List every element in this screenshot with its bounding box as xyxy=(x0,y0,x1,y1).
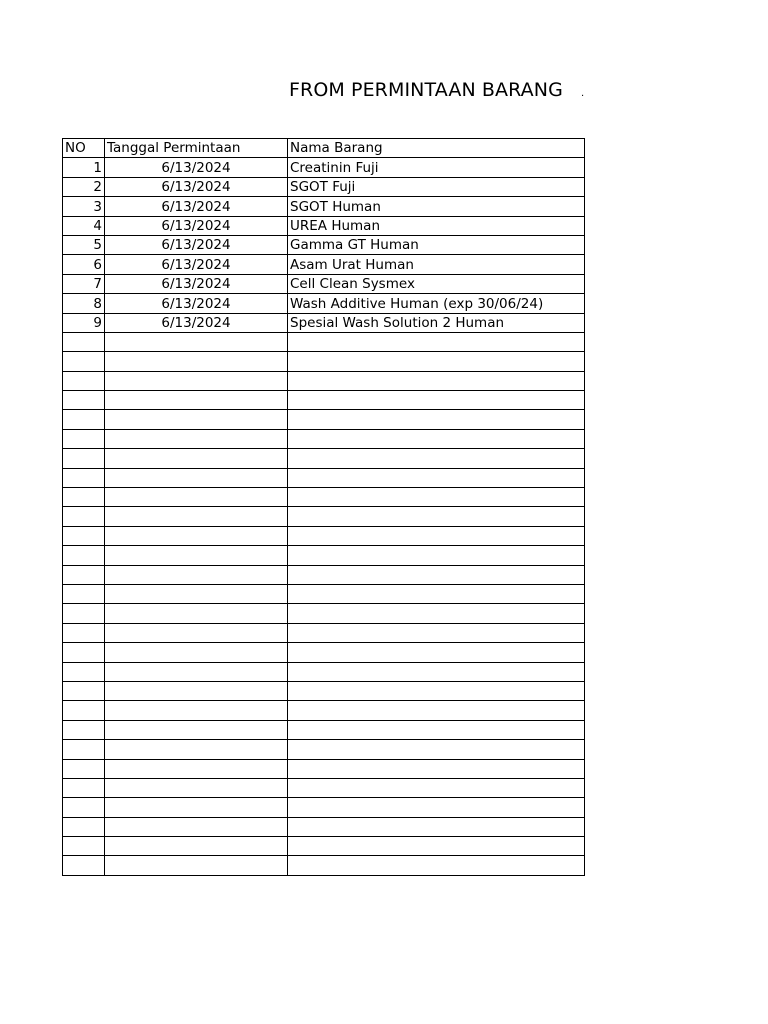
cell-tanggal-permintaan xyxy=(105,740,288,759)
cell-tanggal-permintaan: 6/13/2024 xyxy=(105,255,288,274)
cell-tanggal-permintaan: 6/13/2024 xyxy=(105,235,288,254)
cell-no: 5 xyxy=(63,235,105,254)
cell-no xyxy=(63,740,105,759)
empty-table-row xyxy=(63,759,585,778)
cell-nama-barang xyxy=(288,778,585,797)
cell-no xyxy=(63,604,105,623)
header-tanggal-permintaan: Tanggal Permintaan xyxy=(105,139,288,158)
table-row xyxy=(63,197,585,216)
cell-tanggal-permintaan xyxy=(105,817,288,836)
cell-nama-barang: Spesial Wash Solution 2 Human xyxy=(288,313,585,332)
cell-no: 2 xyxy=(63,177,105,196)
cell-tanggal-permintaan xyxy=(105,332,288,351)
empty-table-row xyxy=(63,701,585,720)
cell-nama-barang xyxy=(288,332,585,351)
cell-nama-barang xyxy=(288,681,585,700)
cell-no xyxy=(63,488,105,507)
empty-table-row xyxy=(63,623,585,642)
cell-no xyxy=(63,526,105,545)
cell-tanggal-permintaan xyxy=(105,623,288,642)
empty-table-row xyxy=(63,468,585,487)
cell-tanggal-permintaan: 6/13/2024 xyxy=(105,177,288,196)
cell-nama-barang xyxy=(288,410,585,429)
empty-table-row xyxy=(63,681,585,700)
title-mark: . xyxy=(581,88,585,99)
empty-table-row xyxy=(63,507,585,526)
cell-tanggal-permintaan xyxy=(105,410,288,429)
cell-no xyxy=(63,798,105,817)
cell-no xyxy=(63,817,105,836)
empty-table-row xyxy=(63,856,585,875)
empty-table-row xyxy=(63,391,585,410)
cell-tanggal-permintaan: 6/13/2024 xyxy=(105,294,288,313)
cell-nama-barang: Asam Urat Human xyxy=(288,255,585,274)
cell-no xyxy=(63,565,105,584)
cell-tanggal-permintaan xyxy=(105,798,288,817)
cell-nama-barang: Wash Additive Human (exp 30/06/24) xyxy=(288,294,585,313)
cell-no xyxy=(63,332,105,351)
request-table-body xyxy=(63,139,585,876)
empty-table-row xyxy=(63,449,585,468)
cell-no xyxy=(63,468,105,487)
cell-no xyxy=(63,662,105,681)
table-row xyxy=(63,313,585,332)
cell-nama-barang xyxy=(288,662,585,681)
cell-tanggal-permintaan xyxy=(105,488,288,507)
empty-table-row xyxy=(63,817,585,836)
cell-nama-barang: Gamma GT Human xyxy=(288,235,585,254)
table-row xyxy=(63,294,585,313)
empty-table-row xyxy=(63,332,585,351)
document-title: FROM PERMINTAAN BARANG xyxy=(289,79,563,101)
empty-table-row xyxy=(63,584,585,603)
cell-nama-barang: Creatinin Fuji xyxy=(288,158,585,177)
cell-tanggal-permintaan xyxy=(105,371,288,390)
cell-no xyxy=(63,352,105,371)
empty-table-row xyxy=(63,798,585,817)
cell-no xyxy=(63,584,105,603)
cell-nama-barang xyxy=(288,604,585,623)
empty-table-row xyxy=(63,662,585,681)
cell-no xyxy=(63,371,105,390)
cell-tanggal-permintaan xyxy=(105,778,288,797)
cell-tanggal-permintaan xyxy=(105,701,288,720)
cell-no xyxy=(63,856,105,875)
cell-nama-barang: UREA Human xyxy=(288,216,585,235)
cell-nama-barang xyxy=(288,584,585,603)
cell-nama-barang xyxy=(288,565,585,584)
table-row xyxy=(63,158,585,177)
cell-nama-barang xyxy=(288,720,585,739)
cell-tanggal-permintaan: 6/13/2024 xyxy=(105,274,288,293)
empty-table-row xyxy=(63,352,585,371)
cell-no xyxy=(63,429,105,448)
empty-table-row xyxy=(63,410,585,429)
cell-no xyxy=(63,391,105,410)
cell-nama-barang: Cell Clean Sysmex xyxy=(288,274,585,293)
cell-nama-barang xyxy=(288,546,585,565)
cell-no xyxy=(63,778,105,797)
cell-tanggal-permintaan xyxy=(105,507,288,526)
cell-nama-barang xyxy=(288,798,585,817)
cell-nama-barang xyxy=(288,449,585,468)
table-row xyxy=(63,255,585,274)
cell-no: 6 xyxy=(63,255,105,274)
cell-no: 1 xyxy=(63,158,105,177)
cell-nama-barang xyxy=(288,391,585,410)
cell-nama-barang xyxy=(288,352,585,371)
table-row xyxy=(63,216,585,235)
cell-nama-barang xyxy=(288,837,585,856)
cell-no xyxy=(63,410,105,429)
cell-no xyxy=(63,701,105,720)
cell-nama-barang xyxy=(288,701,585,720)
cell-no xyxy=(63,449,105,468)
empty-table-row xyxy=(63,837,585,856)
cell-no xyxy=(63,837,105,856)
cell-tanggal-permintaan xyxy=(105,449,288,468)
cell-nama-barang xyxy=(288,371,585,390)
cell-no: 4 xyxy=(63,216,105,235)
cell-tanggal-permintaan xyxy=(105,643,288,662)
cell-tanggal-permintaan xyxy=(105,759,288,778)
cell-tanggal-permintaan xyxy=(105,565,288,584)
cell-nama-barang xyxy=(288,429,585,448)
cell-no: 8 xyxy=(63,294,105,313)
cell-nama-barang xyxy=(288,488,585,507)
cell-no xyxy=(63,681,105,700)
cell-tanggal-permintaan: 6/13/2024 xyxy=(105,158,288,177)
cell-nama-barang xyxy=(288,526,585,545)
cell-no: 9 xyxy=(63,313,105,332)
cell-nama-barang: SGOT Fuji xyxy=(288,177,585,196)
cell-tanggal-permintaan xyxy=(105,720,288,739)
cell-tanggal-permintaan xyxy=(105,352,288,371)
empty-table-row xyxy=(63,526,585,545)
cell-tanggal-permintaan xyxy=(105,681,288,700)
cell-no: 7 xyxy=(63,274,105,293)
cell-nama-barang xyxy=(288,468,585,487)
empty-table-row xyxy=(63,546,585,565)
cell-tanggal-permintaan: 6/13/2024 xyxy=(105,313,288,332)
cell-no xyxy=(63,759,105,778)
cell-no: 3 xyxy=(63,197,105,216)
cell-no xyxy=(63,643,105,662)
cell-tanggal-permintaan: 6/13/2024 xyxy=(105,197,288,216)
table-row xyxy=(63,235,585,254)
cell-nama-barang xyxy=(288,507,585,526)
cell-no xyxy=(63,720,105,739)
cell-tanggal-permintaan xyxy=(105,468,288,487)
empty-table-row xyxy=(63,740,585,759)
table-row xyxy=(63,274,585,293)
cell-tanggal-permintaan xyxy=(105,837,288,856)
cell-tanggal-permintaan xyxy=(105,526,288,545)
empty-table-row xyxy=(63,778,585,797)
table-header-row xyxy=(63,139,585,158)
cell-tanggal-permintaan xyxy=(105,662,288,681)
empty-table-row xyxy=(63,371,585,390)
cell-tanggal-permintaan xyxy=(105,856,288,875)
cell-no xyxy=(63,546,105,565)
cell-nama-barang xyxy=(288,817,585,836)
cell-nama-barang: SGOT Human xyxy=(288,197,585,216)
cell-no xyxy=(63,507,105,526)
empty-table-row xyxy=(63,604,585,623)
empty-table-row xyxy=(63,565,585,584)
cell-tanggal-permintaan xyxy=(105,584,288,603)
empty-table-row xyxy=(63,720,585,739)
cell-nama-barang xyxy=(288,740,585,759)
cell-tanggal-permintaan xyxy=(105,429,288,448)
cell-tanggal-permintaan xyxy=(105,604,288,623)
empty-table-row xyxy=(63,488,585,507)
empty-table-row xyxy=(63,429,585,448)
cell-nama-barang xyxy=(288,759,585,778)
cell-tanggal-permintaan xyxy=(105,391,288,410)
cell-nama-barang xyxy=(288,643,585,662)
cell-nama-barang xyxy=(288,623,585,642)
cell-nama-barang xyxy=(288,856,585,875)
cell-tanggal-permintaan xyxy=(105,546,288,565)
cell-no xyxy=(63,623,105,642)
empty-table-row xyxy=(63,643,585,662)
header-nama-barang: Nama Barang xyxy=(288,139,585,158)
cell-tanggal-permintaan: 6/13/2024 xyxy=(105,216,288,235)
header-no: NO xyxy=(63,139,105,158)
table-row xyxy=(63,177,585,196)
request-table xyxy=(62,138,585,876)
